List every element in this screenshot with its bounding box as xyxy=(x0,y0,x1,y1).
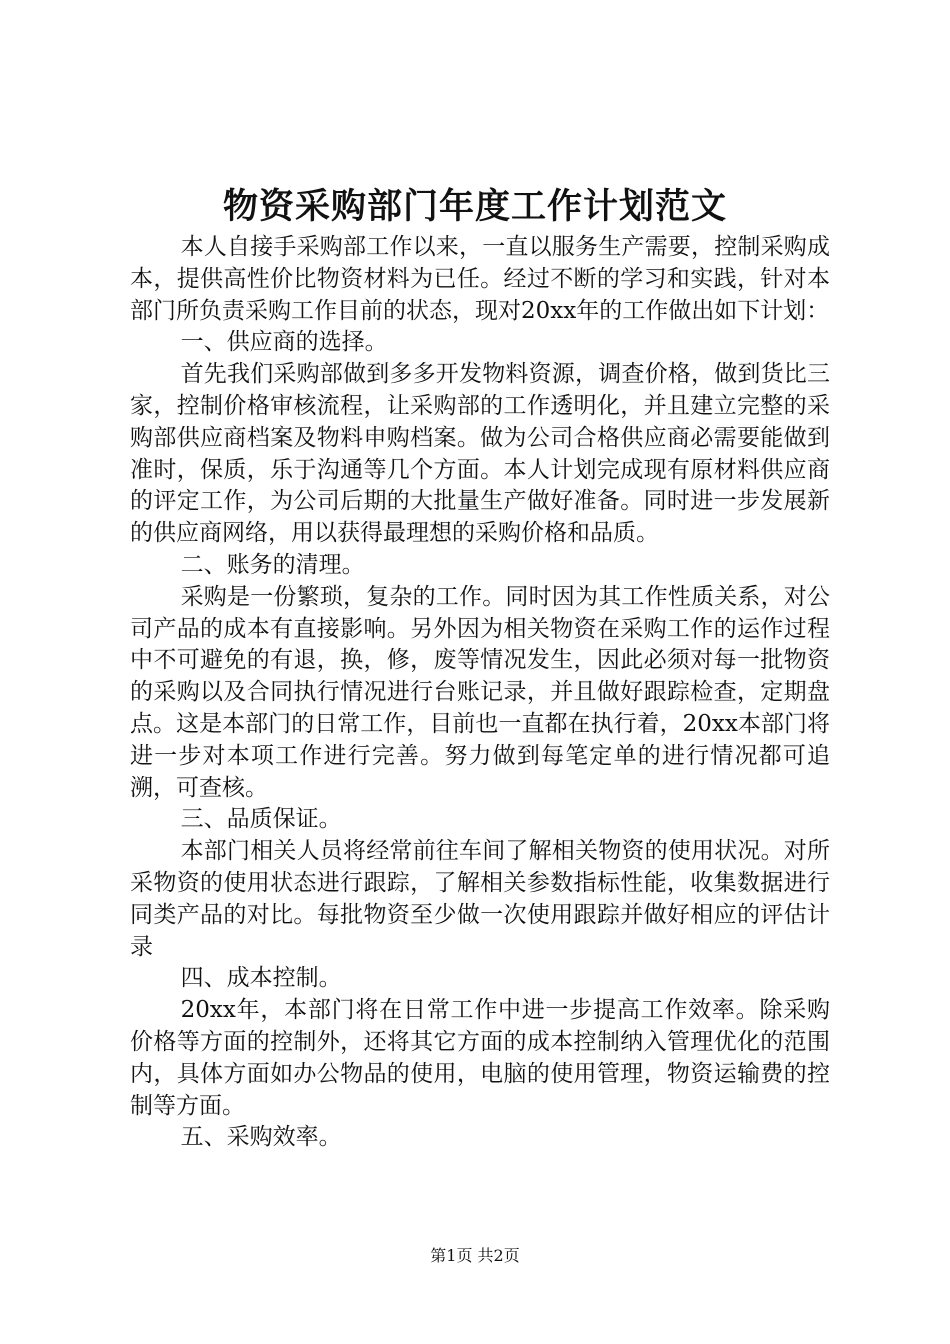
suppliers-paragraph: 首先我们采购部做到多多开发物料资源，调查价格，做到货比三家，控制价格审核流程，让采购部的工作透明化，并且建立完整的采购部供应商档案及物料申购档案。做为公司合格供应商必需要能做到准时，保质，乐于沟通等几个方面。本人计划完成现有原材料供应商的评定工作，为公司后期的大批量生产做好准备。同时进一步发展新的供应商网络，用以获得最理想的采购价格和品质。 xyxy=(130,361,830,547)
section-heading-efficiency: 五、采购效率。 xyxy=(180,1124,342,1151)
page-footer xyxy=(0,1245,950,1267)
page-indicator: 第1页 共2页 xyxy=(430,1246,520,1265)
intro-paragraph: 本人自接手采购部工作以来，一直以服务生产需要，控制采购成本，提供高性价比物资材料为已任。经过不断的学习和实践，针对本部门所负责采购工作目前的状态，现对20xx年的工作做出如下计划： xyxy=(130,234,830,324)
accounts-paragraph: 采购是一份繁琐，复杂的工作。同时因为其工作性质关系，对公司产品的成本有直接影响。另外因为相关物资在采购工作的运作过程中不可避免的有退，换，修，废等情况发生，因此必须对每一批物资的采购以及合同执行情况进行台账记录，并且做好跟踪检查，定期盘点。这是本部门的日常工作，目前也一直都在执行着，20xx本部门将进一步对本项工作进行完善。努力做到每笔定单的进行情况都可追溯，可查核。 xyxy=(130,583,830,801)
document-body xyxy=(130,232,830,1154)
document-title: 物资采购部门年度工作计划范文 xyxy=(222,186,727,227)
section-heading-cost: 四、成本控制。 xyxy=(180,965,342,992)
cost-paragraph: 20xx年，本部门将在日常工作中进一步提高工作效率。除采购价格等方面的控制外，还将其它方面的成本控制纳入管理优化的范围内，具体方面如办公物品的使用，电脑的使用管理，物资运输费的控制等方面。 xyxy=(130,997,830,1119)
quality-paragraph: 本部门相关人员将经常前往车间了解相关物资的使用状况。对所采物资的使用状态进行跟踪，了解相关参数指标性能，收集数据进行同类产品的对比。每批物资至少做一次使用跟踪并做好相应的评估计录 xyxy=(130,838,830,960)
section-heading-accounts: 二、账务的清理。 xyxy=(180,551,365,578)
section-heading-quality: 三、品质保证。 xyxy=(180,806,342,833)
section-heading-suppliers: 一、供应商的选择。 xyxy=(180,329,388,356)
